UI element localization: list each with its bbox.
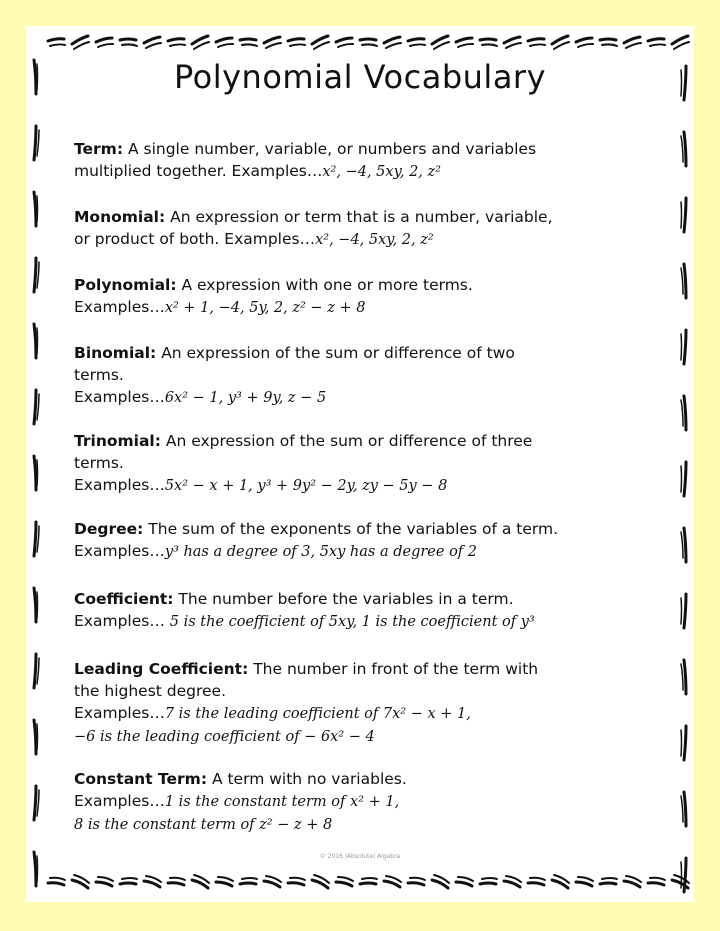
vocabulary-entry [74, 342, 515, 409]
copyright-footer: © 2016 |Absolute| Algebra [319, 853, 401, 860]
example-expression: x², −4, 5xy, 2, z² [322, 164, 441, 180]
definition-text: terms. [74, 454, 124, 472]
vocabulary-entry [74, 588, 535, 633]
vocabulary-term: Monomial: [74, 208, 166, 226]
definition-text: A expression with one or more terms. [181, 276, 473, 294]
example-expression: −6 is the leading coefficient of − 6x² − 4 [74, 729, 375, 745]
vocabulary-term: Trinomial: [74, 432, 161, 450]
vocabulary-term: Degree: [74, 520, 144, 538]
examples-label: Examples… [74, 542, 165, 560]
definition-text: The sum of the exponents of the variables of a term. [148, 520, 559, 538]
definition-text: terms. [74, 366, 124, 384]
example-expression: x², −4, 5xy, 2, z² [315, 232, 434, 248]
examples-label: Examples… [74, 388, 165, 406]
vocabulary-entry [74, 274, 473, 319]
definition-text: The number before the variables in a term. [178, 590, 514, 608]
vocabulary-term: Term: [74, 140, 124, 158]
example-expression: 5x² − x + 1, y³ + 9y² − 2y, zy − 5y − 8 [164, 478, 448, 494]
vocabulary-entry [74, 768, 407, 836]
examples-label: Examples… [74, 612, 170, 630]
definition-text: An expression of the sum or difference of three [165, 432, 533, 450]
examples-label: multiplied together. Examples… [74, 162, 323, 180]
vocabulary-entry [74, 206, 553, 251]
examples-label: Examples… [74, 792, 165, 810]
examples-label: Examples… [74, 704, 165, 722]
example-expression: 5 is the coefficient of 5xy, 1 is the coefficient of y³ [169, 614, 535, 630]
vocabulary-term: Constant Term: [74, 770, 208, 788]
example-expression: x² + 1, −4, 5y, 2, z² − z + 8 [164, 300, 366, 316]
example-expression: 7 is the leading coefficient of 7x² − x + 1, [164, 706, 471, 722]
definition-text: An expression or term that is a number, variable, [170, 208, 553, 226]
example-expression: 6x² − 1, y³ + 9y, z − 5 [164, 390, 327, 406]
examples-label: Examples… [74, 476, 165, 494]
vocabulary-term: Polynomial: [74, 276, 177, 294]
vocabulary-entry [74, 518, 558, 563]
definition-text: A single number, variable, or numbers and variables [127, 140, 537, 158]
vocabulary-term: Binomial: [74, 344, 157, 362]
definition-text: An expression of the sum or difference of two [161, 344, 515, 362]
vocabulary-entry [74, 658, 538, 748]
vocabulary-entry [74, 430, 532, 497]
examples-label: or product of both. Examples… [74, 230, 316, 248]
example-expression: 1 is the constant term of x² + 1, [164, 794, 400, 810]
definition-text: The number in front of the term with [253, 660, 539, 678]
vocabulary-entry [74, 138, 536, 183]
definition-text: the highest degree. [74, 682, 227, 700]
examples-label: Examples… [74, 298, 165, 316]
example-expression: 8 is the constant term of z² − z + 8 [74, 817, 333, 833]
vocabulary-term: Coefficient: [74, 590, 174, 608]
vocabulary-term: Leading Coefficient: [74, 660, 249, 678]
definition-text: A term with no variables. [211, 770, 407, 788]
page-title: Polynomial Vocabulary [173, 58, 547, 96]
example-expression: y³ has a degree of 3, 5xy has a degree of 2 [164, 544, 477, 560]
